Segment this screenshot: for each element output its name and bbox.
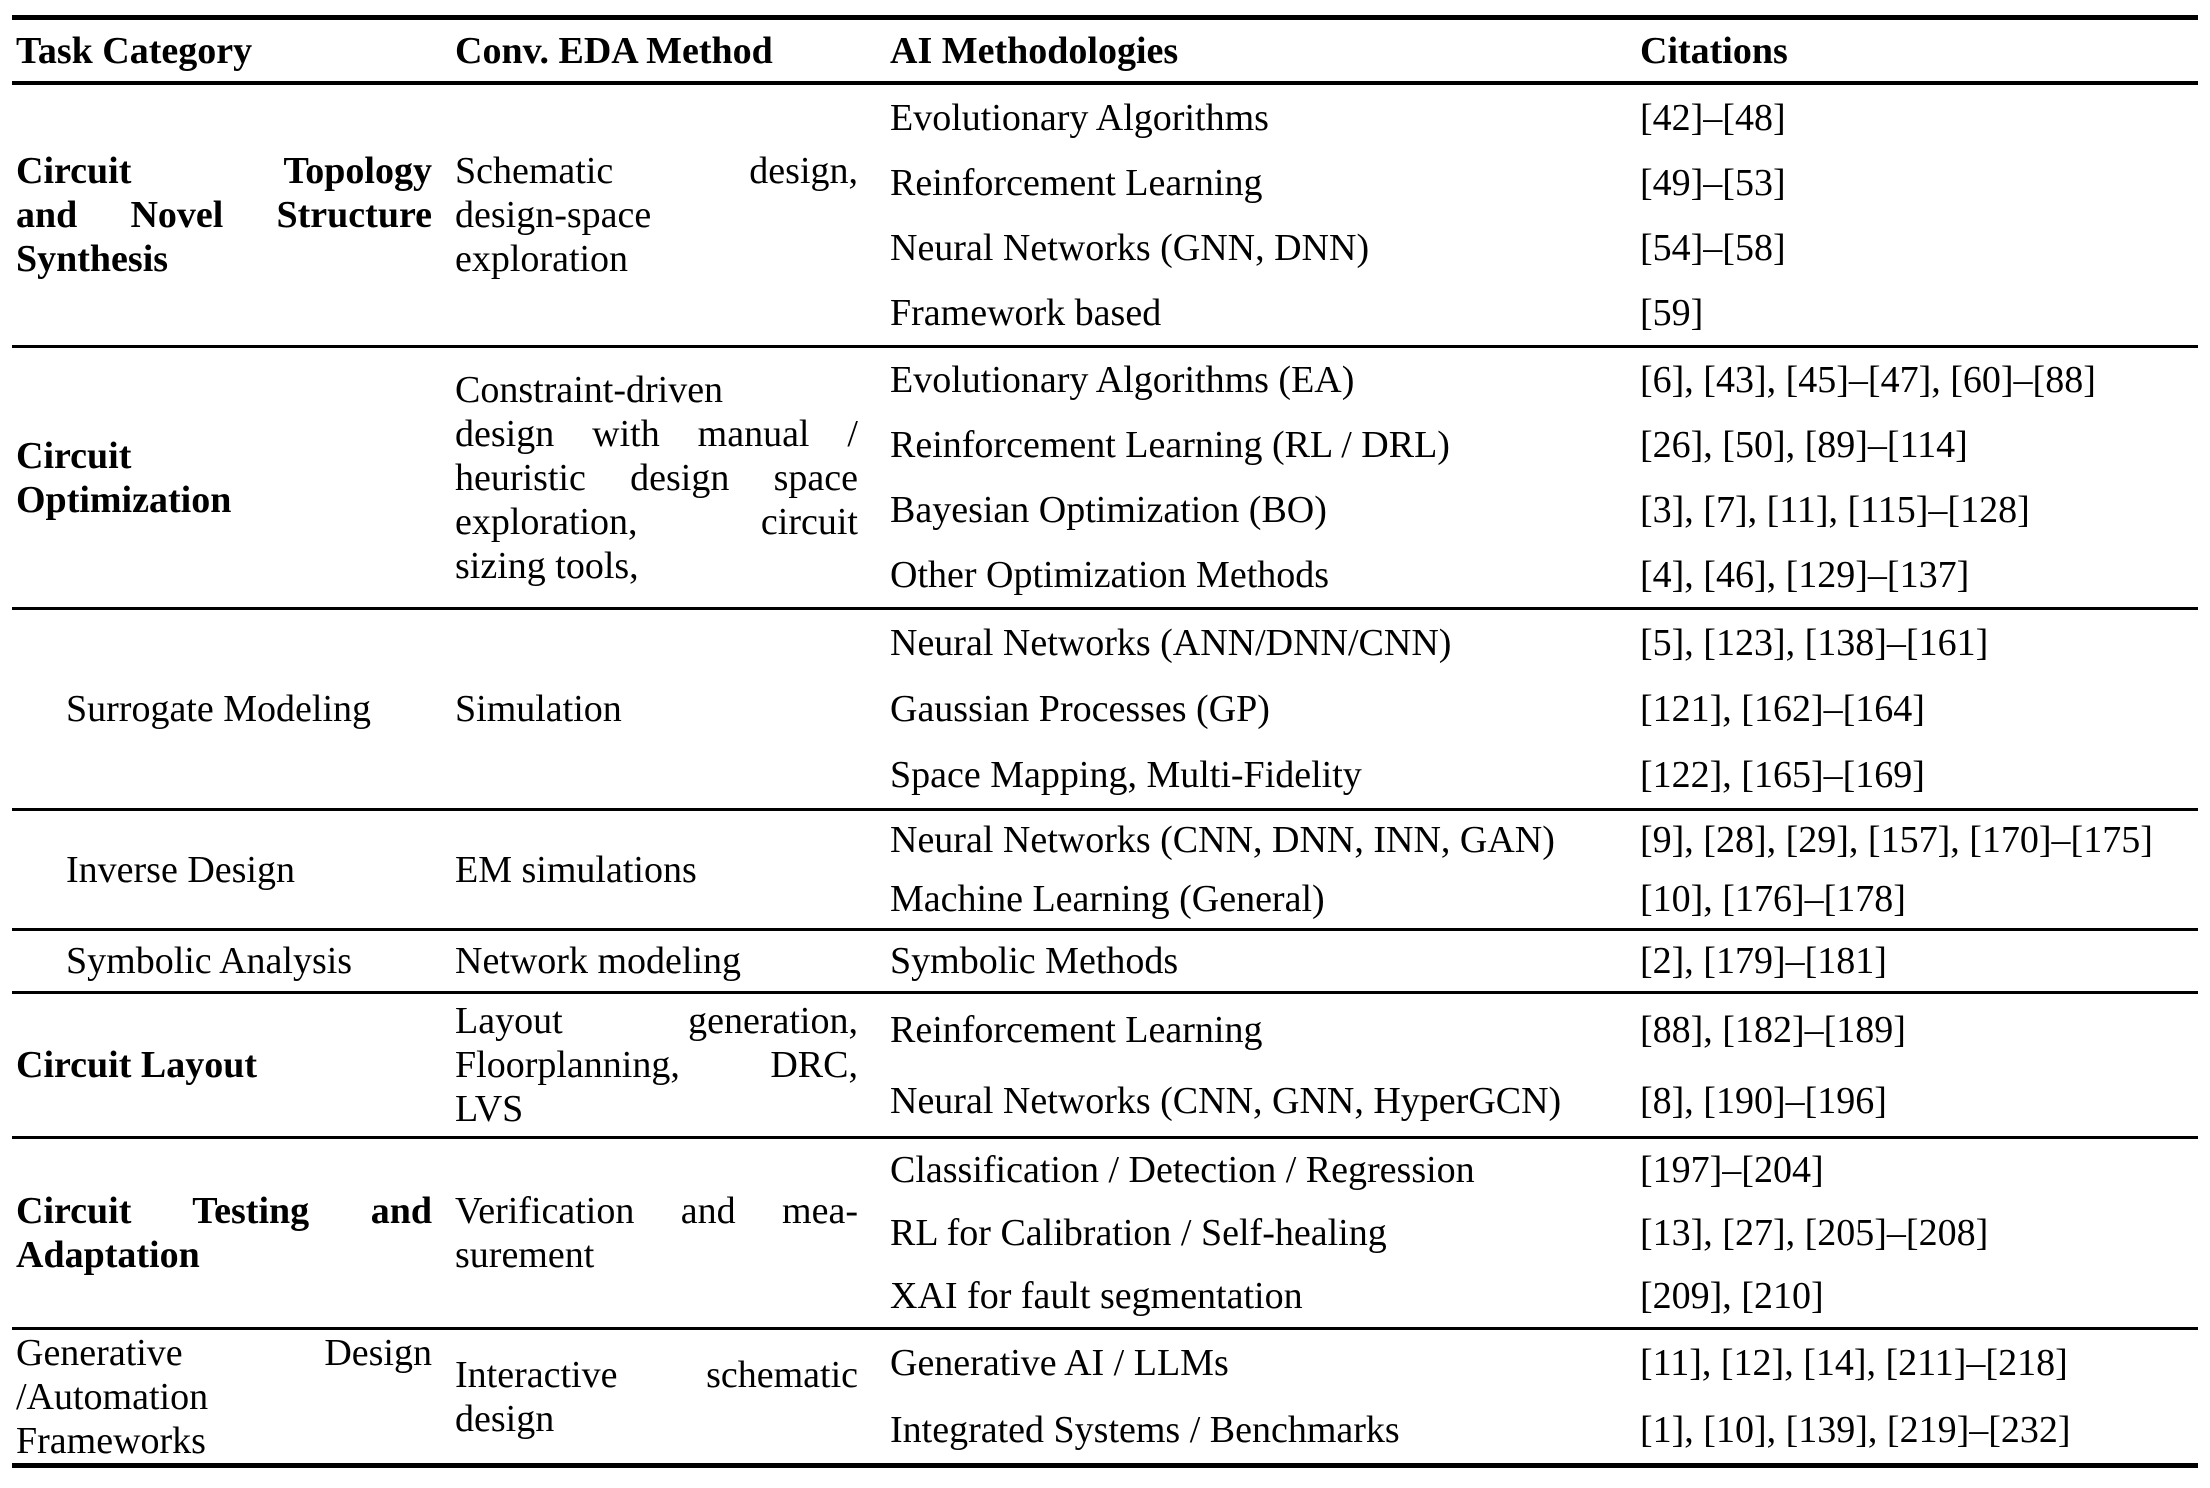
- table-section: [12, 994, 2198, 1139]
- citation-item: [11], [12], [14], [211]–[218]: [1640, 1342, 2068, 1385]
- conv-eda-line: Network modeling: [455, 940, 742, 982]
- citations-cell: [1640, 610, 2198, 808]
- conv-eda-line: Interactive schematic: [455, 1353, 858, 1396]
- ai-methodology-item: Symbolic Methods: [890, 940, 1179, 982]
- ai-methodology-item: Framework based: [890, 291, 1162, 334]
- task-category-line: Symbolic Analysis: [66, 940, 353, 982]
- conv-eda-cell: [453, 610, 890, 808]
- task-category-line: Circuit: [16, 434, 132, 477]
- citation-item: [197]–[204]: [1640, 1149, 1824, 1192]
- task-category-cell: [12, 994, 453, 1136]
- task-category-cell: [12, 348, 453, 607]
- ai-eda-methods-table: [12, 15, 2198, 1468]
- citations-cell: [1640, 85, 2198, 345]
- citation-item: [6], [43], [45]–[47], [60]–[88]: [1640, 359, 2096, 402]
- conv-eda-line: design: [455, 1397, 555, 1440]
- task-category-line: Generative Design: [16, 1331, 432, 1374]
- citations-cell: [1640, 1139, 2198, 1327]
- task-category-cell: [12, 85, 453, 345]
- citation-item: [10], [176]–[178]: [1640, 877, 1906, 920]
- citation-item: [54]–[58]: [1640, 226, 1786, 269]
- header-citations: Citations: [1640, 29, 1788, 72]
- ai-methodology-item: Generative AI / LLMs: [890, 1342, 1229, 1385]
- conv-eda-line: design with manual /: [455, 412, 858, 455]
- citation-item: [122], [165]–[169]: [1640, 754, 1925, 796]
- task-category-line: Surrogate Modeling: [66, 688, 372, 730]
- ai-methodology-item: Integrated Systems / Benchmarks: [890, 1408, 1400, 1451]
- table-header-row: [12, 20, 2198, 85]
- ai-methodology-item: Reinforcement Learning: [890, 1008, 1263, 1051]
- table-section: [12, 811, 2198, 931]
- citation-item: [209], [210]: [1640, 1274, 1824, 1317]
- conv-eda-cell: [453, 994, 890, 1136]
- conv-eda-line: Layout generation,: [455, 1000, 858, 1042]
- task-category-cell: [12, 931, 453, 991]
- ai-methodologies-cell: [890, 931, 1640, 991]
- ai-methodologies-cell: [890, 1139, 1640, 1327]
- conv-eda-cell: [453, 1139, 890, 1327]
- citation-item: [59]: [1640, 291, 1704, 334]
- task-category-cell: [12, 1139, 453, 1327]
- task-category-line: Synthesis: [16, 238, 169, 280]
- conv-eda-line: design-space: [455, 194, 652, 236]
- conv-eda-cell: [453, 85, 890, 345]
- citation-item: [26], [50], [89]–[114]: [1640, 424, 1968, 467]
- ai-methodology-item: Other Optimization Methods: [890, 553, 1330, 596]
- table-section: [12, 348, 2198, 610]
- citation-item: [1], [10], [139], [219]–[232]: [1640, 1408, 2071, 1451]
- header-conv-eda-method: Conv. EDA Method: [455, 29, 773, 72]
- ai-methodology-item: RL for Calibration / Self-healing: [890, 1211, 1387, 1254]
- task-category-line: Inverse Design: [66, 848, 295, 891]
- conv-eda-cell: [453, 1330, 890, 1463]
- conv-eda-line: Constraint-driven: [455, 368, 724, 411]
- conv-eda-line: sizing tools,: [455, 544, 639, 587]
- table-section: [12, 610, 2198, 811]
- citation-item: [121], [162]–[164]: [1640, 688, 1925, 730]
- conv-eda-line: exploration, circuit: [455, 500, 858, 543]
- conv-eda-line: Simulation: [455, 688, 622, 730]
- citation-item: [5], [123], [138]–[161]: [1640, 622, 1989, 664]
- citation-item: [13], [27], [205]–[208]: [1640, 1211, 1989, 1254]
- table-body: [12, 85, 2198, 1463]
- task-category-line: Circuit Topology: [16, 150, 432, 192]
- header-ai-methodologies: AI Methodologies: [890, 29, 1179, 72]
- task-category-cell: [12, 1330, 453, 1463]
- citation-item: [42]–[48]: [1640, 96, 1786, 139]
- conv-eda-cell: [453, 811, 890, 928]
- task-category-cell: [12, 811, 453, 928]
- citation-item: [3], [7], [11], [115]–[128]: [1640, 488, 2030, 531]
- citation-item: [4], [46], [129]–[137]: [1640, 553, 1970, 596]
- ai-methodology-item: Reinforcement Learning: [890, 161, 1263, 204]
- table-section: [12, 931, 2198, 994]
- task-category-line: /Automation: [16, 1375, 209, 1418]
- conv-eda-cell: [453, 348, 890, 607]
- ai-methodology-item: Space Mapping, Multi-Fidelity: [890, 754, 1362, 796]
- ai-methodology-item: Bayesian Optimization (BO): [890, 488, 1327, 531]
- ai-methodology-item: Neural Networks (CNN, DNN, INN, GAN): [890, 819, 1555, 862]
- conv-eda-line: exploration: [455, 238, 629, 280]
- header-task-category: Task Category: [16, 29, 253, 72]
- conv-eda-line: surement: [455, 1234, 595, 1276]
- task-category-line: Adaptation: [16, 1234, 200, 1276]
- citation-item: [2], [179]–[181]: [1640, 940, 1887, 982]
- citations-cell: [1640, 994, 2198, 1136]
- conv-eda-line: EM simulations: [455, 848, 697, 891]
- citations-cell: [1640, 348, 2198, 607]
- ai-methodology-item: Machine Learning (General): [890, 877, 1325, 920]
- task-category-line: Circuit Testing and: [16, 1190, 432, 1232]
- citation-item: [8], [190]–[196]: [1640, 1079, 1887, 1122]
- citation-item: [88], [182]–[189]: [1640, 1008, 1906, 1051]
- ai-methodologies-cell: [890, 85, 1640, 345]
- ai-methodology-item: XAI for fault segmentation: [890, 1274, 1303, 1317]
- conv-eda-cell: [453, 931, 890, 991]
- citations-cell: [1640, 1330, 2198, 1463]
- ai-methodologies-cell: [890, 811, 1640, 928]
- ai-methodologies-cell: [890, 1330, 1640, 1463]
- conv-eda-line: Schematic design,: [455, 150, 858, 192]
- ai-methodology-item: Neural Networks (ANN/DNN/CNN): [890, 622, 1452, 664]
- conv-eda-line: heuristic design space: [455, 456, 858, 499]
- citation-item: [49]–[53]: [1640, 161, 1786, 204]
- citations-cell: [1640, 931, 2198, 991]
- table-section: [12, 1139, 2198, 1330]
- citations-cell: [1640, 811, 2198, 928]
- ai-methodology-item: Neural Networks (CNN, GNN, HyperGCN): [890, 1079, 1562, 1122]
- task-category-cell: [12, 610, 453, 808]
- citation-item: [9], [28], [29], [157], [170]–[175]: [1640, 819, 2153, 862]
- task-category-line: Frameworks: [16, 1419, 206, 1462]
- ai-methodology-item: Neural Networks (GNN, DNN): [890, 226, 1370, 269]
- ai-methodology-item: Evolutionary Algorithms (EA): [890, 359, 1355, 402]
- ai-methodology-item: Evolutionary Algorithms: [890, 96, 1269, 139]
- table-section: [12, 1330, 2198, 1463]
- ai-methodologies-cell: [890, 348, 1640, 607]
- task-category-line: Optimization: [16, 478, 232, 521]
- task-category-line: and Novel Structure: [16, 194, 432, 236]
- ai-methodologies-cell: [890, 994, 1640, 1136]
- ai-methodology-item: Gaussian Processes (GP): [890, 688, 1270, 730]
- ai-methodology-item: Classification / Detection / Regression: [890, 1149, 1475, 1192]
- ai-methodologies-cell: [890, 610, 1640, 808]
- task-category-line: Circuit Layout: [16, 1044, 258, 1086]
- conv-eda-line: LVS: [455, 1088, 524, 1130]
- conv-eda-line: Verification and mea-: [455, 1190, 858, 1232]
- ai-methodology-item: Reinforcement Learning (RL / DRL): [890, 424, 1450, 467]
- table-section: [12, 85, 2198, 348]
- conv-eda-line: Floorplanning, DRC,: [455, 1044, 858, 1086]
